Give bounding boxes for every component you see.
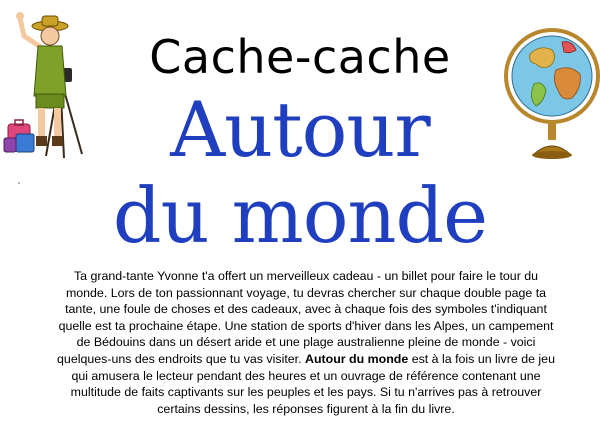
description-part-1: Ta grand-tante Yvonne t'a offert un merveilleux cadeau - un billet pour faire le tour du monde. Lors de ton passionnant voyage, tu devras chercher sur chaque double page ta tante, une foule de choses et des cadeaux, avec à chaque fois des symboles t'indiquant quelle est ta prochaine étape. Une station de sports d'hiver dans les Alpes, un campement de Bédouins dans un désert aride et une plage australienne pleine de monde - voici quelques-uns des endroits que tu vas visiter. bbox=[57, 269, 554, 366]
description-part-2: est à la fois un livre de jeu qui amusera le lecteur pendant des heures et un ouvrage de référence contenant une multitude de faits captivants sur les peuples et les pays. Si tu n'arrives pas à retrouver certains dessins, les réponses figurent à la fin du livre. bbox=[70, 351, 555, 416]
title-line-1: Autour bbox=[170, 85, 430, 174]
description-paragraph bbox=[56, 268, 556, 417]
supertitle: Cache-cache bbox=[149, 30, 451, 84]
title-line-2: du monde bbox=[112, 171, 488, 260]
book-title-bold: Autour du monde bbox=[305, 351, 409, 366]
